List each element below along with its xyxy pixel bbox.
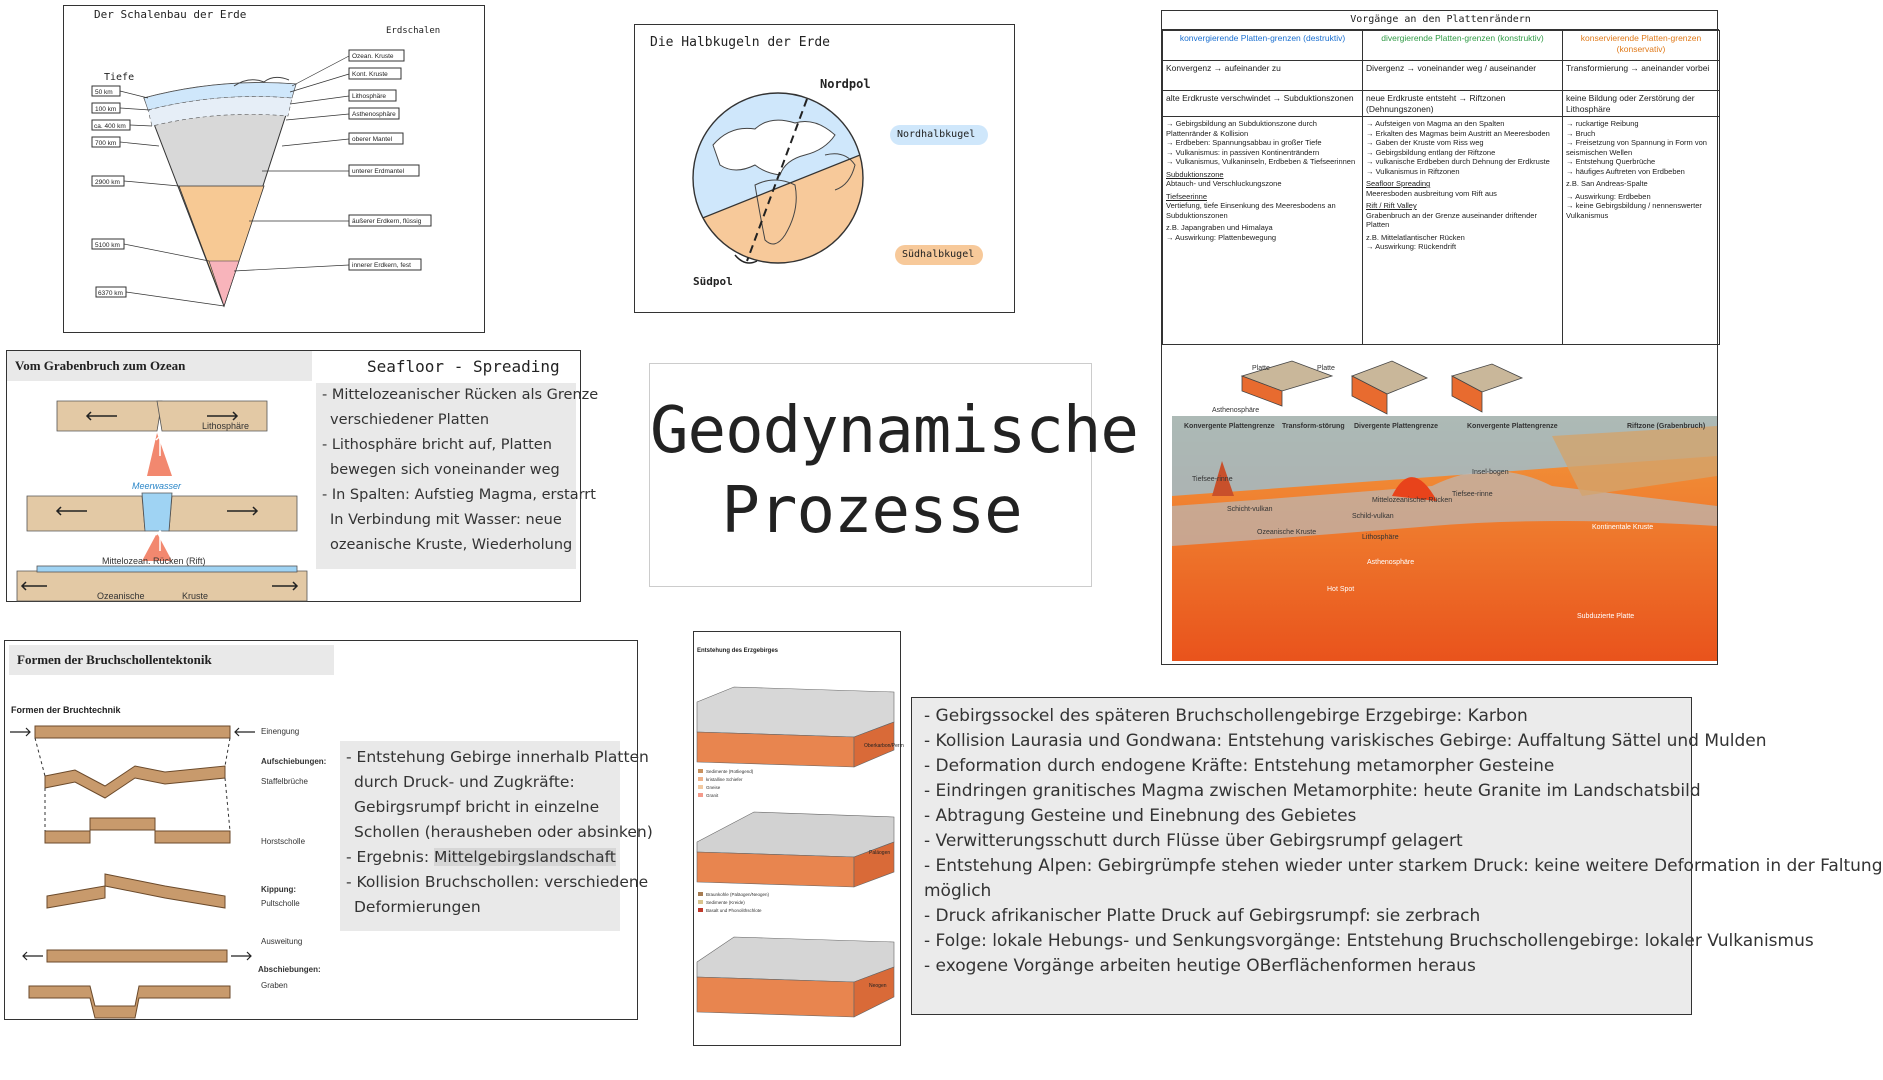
rift-label-meerwasser: Meerwasser	[132, 481, 182, 491]
main-title-line1: Geodynamische	[650, 394, 1138, 468]
rift-diagram	[7, 381, 312, 601]
diag-label-1: Platte	[1317, 365, 1335, 372]
depth-label: Tiefe	[104, 72, 135, 83]
plattenraender-table	[1162, 30, 1720, 345]
diag-label-5: Divergente Plattengrenze	[1354, 423, 1439, 430]
diag-label-8: Tiefsee-rinne	[1192, 476, 1233, 483]
grabenbruch-card	[6, 350, 599, 602]
legend-3: Gneise	[706, 785, 721, 790]
north-pole-label: Nordpol	[820, 77, 871, 91]
diag-label-0: Platte	[1252, 365, 1270, 372]
rift-label-ruecken: Mittelozean. Rücken (Rift)	[102, 556, 206, 566]
diag-label-19: Insel-bogen	[1472, 469, 1509, 476]
label-einengung: Einengung	[261, 727, 300, 736]
label-abschiebungen: Abschiebungen:	[258, 965, 321, 974]
col-header-konvergent: konvergierende Platten-grenzen (destruktiv)	[1163, 31, 1363, 61]
diag-label-15: Hot Spot	[1327, 586, 1355, 593]
row2-divergent: neue Erdkruste entsteht → Riftzonen (Dehnungszonen)	[1363, 91, 1563, 117]
erzgebirge-title: Entstehung des Erzgebirges	[697, 648, 779, 654]
depth-2: 100 km	[95, 106, 117, 113]
diag-label-18: Subduzierte Platte	[1577, 613, 1635, 620]
rift-label-lithosphaere: Lithosphäre	[202, 421, 250, 431]
panel-label-1: Oberkarbon/Perm	[864, 743, 904, 749]
seafloor-notes: - Mittelozeanischer Rücken als Grenze verschiedener Platten - Lithosphäre bricht auf, Platten bewegen sich voneinander weg - In Spalten: Aufstieg Magma, erstarrt In Verbindung mit Wasser: neue ozeanische Kruste, Wiederholung	[316, 383, 576, 569]
diag-label-12: Mittelozeanischer Rücken	[1372, 497, 1453, 504]
main-title-line2: Prozesse	[721, 474, 1022, 548]
layer-1: Ozean. Kruste	[352, 53, 394, 60]
rift-label-ozeanische: Ozeanische	[97, 591, 145, 601]
halbkugeln-title: Die Halbkugeln der Erde	[650, 35, 831, 50]
layer-4: Asthenosphäre	[352, 111, 396, 118]
diag-label-9: Schicht-vulkan	[1227, 506, 1273, 513]
bruchschollen-subtitle: Formen der Bruchtechnik	[11, 705, 121, 715]
diag-label-6: Konvergente Plattengrenze	[1467, 423, 1558, 430]
panel-label-3: Neogen	[869, 983, 887, 989]
erzgebirge-figure-card	[693, 631, 904, 1046]
legend-7: Basalt und Phonolithschlote	[706, 908, 762, 913]
label-ausweitung: Ausweitung	[261, 937, 303, 946]
row1-konvergent: Konvergenz → aufeinander zu	[1163, 61, 1363, 91]
diag-label-17: Kontinentale Kruste	[1592, 524, 1654, 531]
depth-4: 700 km	[95, 140, 117, 147]
bruchschollen-title: Formen der Bruchschollentektonik	[9, 645, 334, 675]
panel-label-2: Paläogen	[869, 850, 891, 856]
diag-label-2: Asthenosphäre	[1212, 407, 1260, 414]
diag-label-16: Tiefsee-rinne	[1452, 491, 1493, 498]
halbkugeln-card	[634, 24, 1015, 313]
row2-konvergent: alte Erdkruste verschwindet → Subduktionszonen	[1163, 91, 1363, 117]
depth-boxes	[92, 86, 130, 297]
row1-konservierend: Transformierung → aneinander vorbei	[1563, 61, 1720, 91]
erzgebirge-notes: - Gebirgssockel des späteren Bruchschollengebirge Erzgebirge: Karbon - Kollision Laurasia und Gondwana: Entstehung variskisches Gebirge: Auffaltung Sättel und Mulden - Deformation durch endogene Kräfte: Entstehung metamorpher Gesteine - Eindringen granitisches Magma zwischen Metamorphite: heute Granite im Landschatsbild - Abtragung Gesteine und Einebnung des Gebietes - Verwitterungsschutt durch Flüsse über Gebirgsrumpf gelagert - Entstehung Alpen: Gebirgrümpfe stehen wieder unter starkem Druck: keine weitere Deformation in der Faltung möglich - Druck afrikanischer Platte Druck auf Gebirgsrumpf: sie zerbrach - Folge: lokale Hebungs- und Senkungsvorgänge: Entstehung Bruchschollengebirge: lokaler Vulkanismus - exogene Vorgänge arbeiten heutige OBerflächenformen heraus	[924, 706, 1883, 976]
depth-6: 5100 km	[95, 242, 120, 249]
depth-5: 2900 km	[95, 179, 120, 186]
label-graben: Graben	[261, 981, 288, 990]
diag-label-11: Lithosphäre	[1362, 534, 1399, 541]
label-pultscholle: Pultscholle	[261, 899, 300, 908]
south-hemisphere-label: Südhalbkugel	[902, 249, 975, 260]
layer-2: Kont. Kruste	[352, 71, 388, 78]
north-hemisphere-label: Nordhalbkugel	[897, 129, 976, 140]
diag-label-10: Ozeanische Kruste	[1257, 529, 1317, 536]
layer-8: innerer Erdkern, fest	[352, 262, 411, 269]
plate-boundaries-diagram	[1162, 356, 1719, 666]
diag-label-14: Asthenosphäre	[1367, 559, 1415, 566]
schalenbau-header: Erdschalen	[386, 26, 441, 36]
row1-divergent: Divergenz → voneinander weg / auseinander	[1363, 61, 1563, 91]
diag-label-3: Konvergente Plattengrenze	[1184, 423, 1275, 430]
col-header-divergent: divergierende Platten-grenzen (konstruktiv)	[1363, 31, 1563, 61]
erzgebirge-diagram	[694, 632, 902, 1047]
depth-7: 6370 km	[98, 290, 123, 297]
erzgebirge-notes-card	[911, 697, 1883, 1015]
label-kippung: Kippung:	[261, 885, 297, 894]
seafloor-title: Seafloor - Spreading	[367, 357, 560, 376]
legend-6: Sedimente (Kreide)	[706, 900, 745, 905]
schalenbau-card	[63, 5, 485, 333]
label-aufschiebungen: Aufschiebungen:	[261, 757, 327, 766]
diag-label-7: Riftzone (Grabenbruch)	[1627, 423, 1706, 430]
legend-4: Granit	[706, 793, 719, 798]
depth-3: ca. 400 km	[94, 123, 126, 130]
bruchschollen-card	[4, 640, 653, 1020]
main-title-card	[649, 363, 1138, 587]
plattenraender-card	[1161, 10, 1718, 665]
schalenbau-title: Der Schalenbau der Erde	[94, 8, 247, 21]
legend-5: Braunkohle (Paläogen/Neogen)	[706, 892, 770, 897]
layer-5: oberer Mantel	[352, 136, 393, 143]
col-header-konservierend: konservierende Platten-grenzen (konservativ)	[1563, 31, 1720, 61]
earth-layers-diagram	[64, 6, 486, 334]
bruchschollen-notes: - Entstehung Gebirge innerhalb Platten durch Druck- und Zugkräfte: Gebirgsrumpf bricht in einzelne Schollen (herausheben oder absinken) - Ergebnis: Mittelgebirgslandschaft - Kollision Bruchschollen: verschiedene Deformierungen	[340, 741, 620, 931]
label-staffelbrueche: Staffelbrüche	[261, 777, 308, 786]
row3-konvergent: → Gebirgsbildung an Subduktionszone durch Plattenränder & Kollision → Erdbeben: Spannungsabbau in großer Tiefe → Vulkanismus: in passiven Kontinenträndern → Vulkanismus, Vulkaninseln, Erdbeben & Tiefseerinnen Subduktionszone Abtauch- und Verschluckungszone Tiefseerinne Vertiefung, tiefe Einsenkung des Meeresbodens an Subduktionszonen z.B. Japangraben und Himalaya → Auswirkung: Plattenbewegung	[1163, 117, 1363, 345]
layer-6: unterer Erdmantel	[352, 168, 405, 175]
south-pole-label: Südpol	[693, 275, 733, 288]
depth-1: 50 km	[95, 89, 113, 96]
diag-label-13: Schild-vulkan	[1352, 513, 1394, 520]
legend-1: Sedimente (Rotliegend)	[706, 769, 754, 774]
label-horstscholle: Horstscholle	[261, 837, 306, 846]
row2-konservierend: keine Bildung oder Zerstörung der Lithosphäre	[1563, 91, 1720, 117]
layer-7: äußerer Erdkern, flüssig	[352, 218, 422, 225]
diag-label-4: Transform-störung	[1282, 423, 1345, 430]
rift-label-kruste: Kruste	[182, 591, 209, 601]
highlight-mittelgebirge: Mittelgebirgslandschaft	[434, 848, 616, 866]
grabenbruch-title: Vom Grabenbruch zum Ozean	[7, 351, 312, 381]
globe-diagram	[635, 25, 1016, 314]
layer-3: Lithosphäre	[352, 93, 386, 100]
row3-divergent: → Aufsteigen von Magma an den Spalten → Erkalten des Magmas beim Austritt an Meeresboden → Gaben der Kruste vom Riss weg → Gebirgsbildung entlang der Riftzone → vulkanische Erdbeben durch Dehnung der Erdkruste → Vulkanismus in Riftzonen Seafloor Spreading Meeresboden ausbreitung vom Rift aus Rift / Rift Valley Grabenbruch an der Grenze auseinander driftender Platten z.B. Mittelatlantischer Rücken → Auswirkung: Rückendrift	[1363, 117, 1563, 345]
row3-konservierend: → ruckartige Reibung → Bruch → Freisetzung von Spannung in Form von seismischen Wellen → Entstehung Querbrüche → häufiges Auftreten von Erdbeben z.B. San Andreas-Spalte → Auswirkung: Erdbeben → keine Gebirgsbildung / nennenswerter Vulkanismus	[1563, 117, 1720, 345]
plattenraender-title: Vorgänge an den Plattenrändern	[1162, 11, 1719, 30]
legend-2: kristalline Schiefer	[706, 777, 743, 782]
